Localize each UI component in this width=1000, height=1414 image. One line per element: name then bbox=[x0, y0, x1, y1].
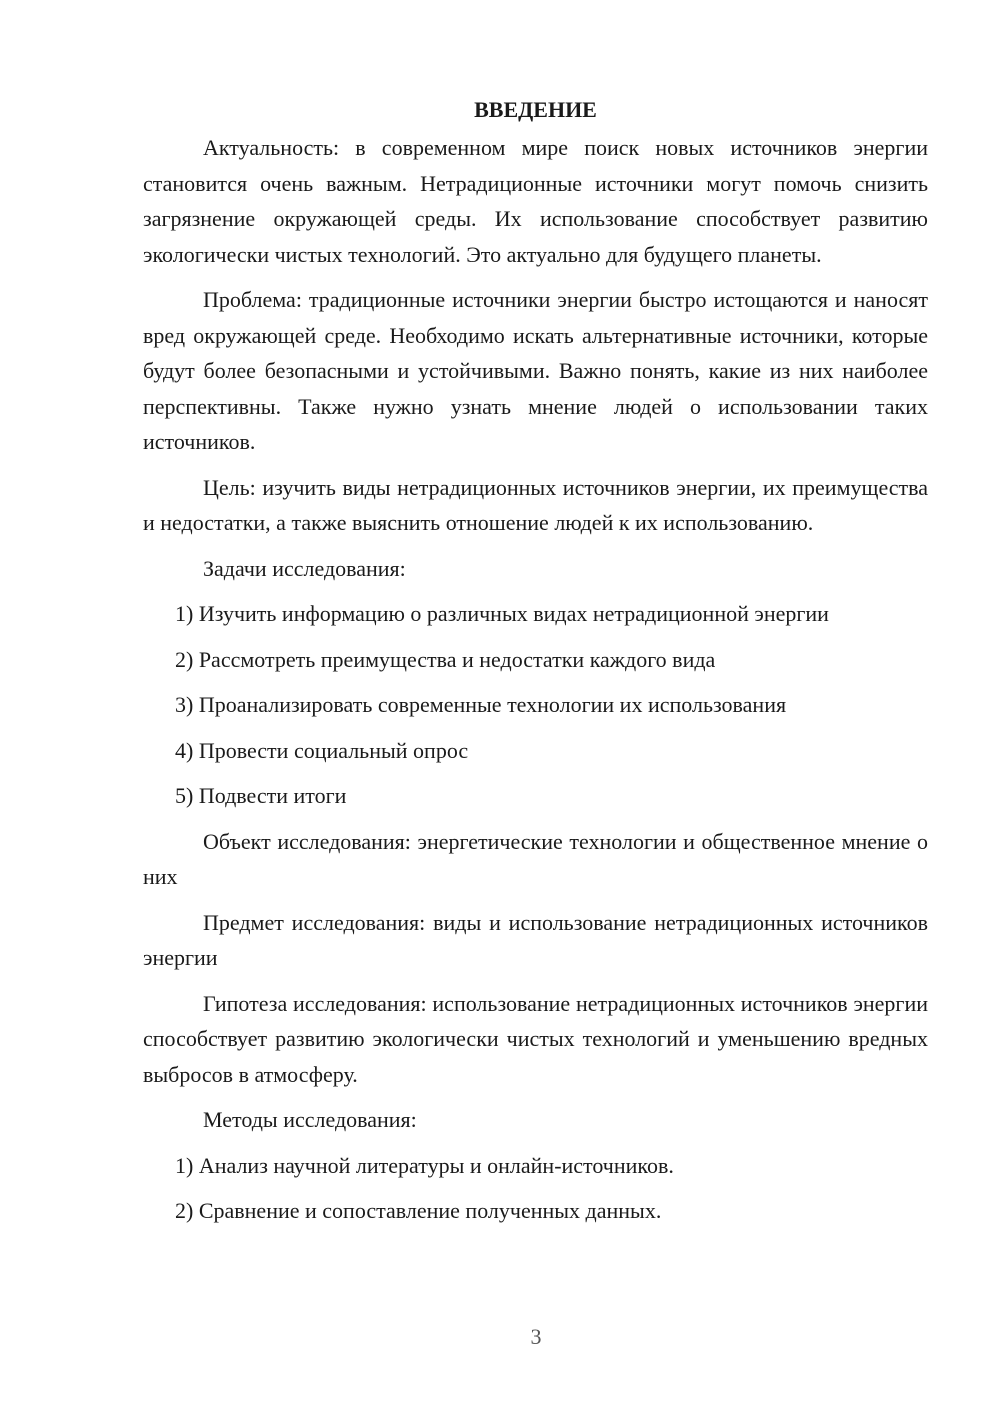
methods-heading: Методы исследования: bbox=[203, 1107, 417, 1132]
document-page bbox=[143, 92, 928, 1239]
paragraph-relevance: Актуальность: в современном мире поиск новых источников энергии становится очень важным. Нетрадиционные источники могут помочь снизить загрязнение окружающей среды. Их использование способствует развитию экологически чистых технологий. Это актуально для будущего планеты. bbox=[143, 135, 928, 267]
list-item-method-1: 1) Анализ научной литературы и онлайн-источников. bbox=[175, 1152, 674, 1178]
paragraph-goal: Цель: изучить виды нетрадиционных источников энергии, их преимущества и недостатки, а также выяснить отношение людей к их использованию. bbox=[143, 474, 928, 535]
list-item-task-4: 4) Провести социальный опрос bbox=[175, 737, 469, 763]
list-item-task-3: 3) Проанализировать современные технологии их использования bbox=[175, 692, 787, 717]
tasks-heading: Задачи исследования: bbox=[203, 555, 406, 581]
page-title: ВВЕДЕНИЕ bbox=[474, 97, 597, 122]
list-item-task-2: 2) Рассмотреть преимущества и недостатки каждого вида bbox=[175, 646, 716, 672]
page-number: 3 bbox=[530, 1324, 542, 1349]
paragraph-problem: Проблема: традиционные источники энергии быстро истощаются и наносят вред окружающей среде. Необходимо искать альтернативные источники, которые будут более безопасными и устойчивыми. Важно понять, какие из них наиболее перспективны. Также нужно узнать мнение людей о использовании таких источников. bbox=[143, 287, 928, 454]
paragraph-subject: Предмет исследования: виды и использование нетрадиционных источников энергии bbox=[143, 909, 928, 970]
list-item-task-1: 1) Изучить информацию о различных видах нетрадиционной энергии bbox=[175, 601, 829, 626]
list-item-task-5: 5) Подвести итоги bbox=[175, 783, 347, 808]
tasks-list bbox=[143, 596, 928, 814]
methods-list bbox=[143, 1148, 928, 1229]
paragraph-object: Объект исследования: энергетические технологии и общественное мнение о них bbox=[143, 828, 928, 889]
paragraph-hypothesis: Гипотеза исследования: использование нетрадиционных источников энергии способствует развитию экологически чистых технологий и уменьшению вредных выбросов в атмосферу. bbox=[143, 990, 928, 1087]
list-item-method-2: 2) Сравнение и сопоставление полученных данных. bbox=[175, 1198, 662, 1223]
